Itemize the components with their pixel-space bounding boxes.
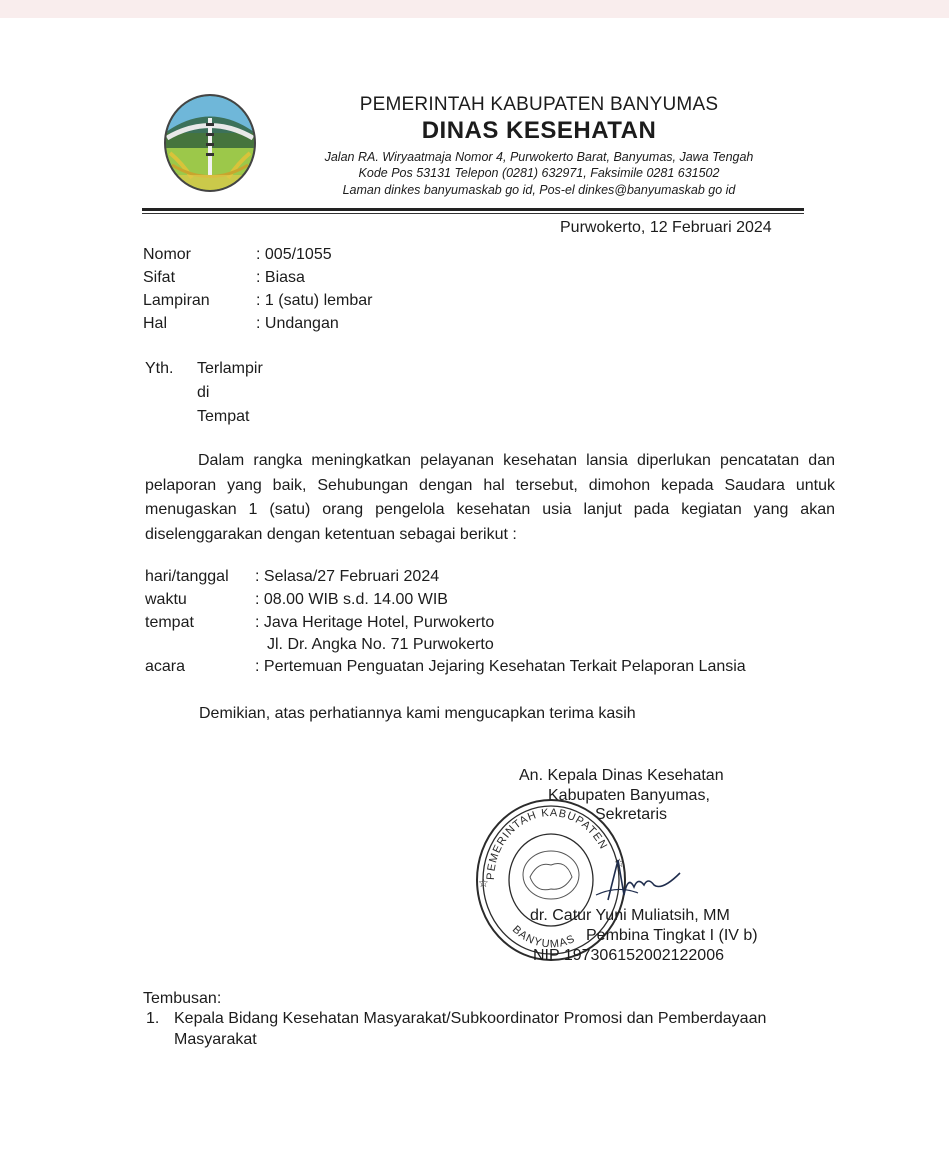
signatory-nip: NIP 197306152002122006 — [533, 947, 724, 964]
detail-value-day: : Selasa/27 Februari 2024 — [255, 568, 440, 585]
meta-value-hal: : Undangan — [256, 315, 339, 332]
meta-label-sifat: Sifat — [143, 269, 176, 286]
office-title: DINAS KESEHATAN — [421, 117, 657, 144]
signatory-name: dr. Catur Yuni Muliatsih, MM — [530, 907, 730, 924]
detail-value-event: : Pertemuan Penguatan Jejaring Kesehatan Terkait Pelaporan Lansia — [255, 658, 746, 675]
closing-text: Demikian, atas perhatiannya kami mengucapkan terima kasih — [199, 705, 636, 722]
detail-label-time: waktu — [145, 591, 187, 608]
office-web: Laman dinkes banyumaskab go id, Pos-el dinkes@banyumaskab go id — [342, 183, 736, 197]
stamp-bottom-text: BANYUMAS — [509, 923, 578, 951]
signatory-rank: Pembina Tingkat I (IV b) — [586, 927, 758, 944]
detail-value-time: : 08.00 WIB s.d. 14.00 WIB — [255, 591, 448, 608]
tembusan-item-number: 1. — [146, 1010, 160, 1027]
svg-text:☆: ☆ — [478, 876, 489, 890]
meta-label-nomor: Nomor — [143, 246, 192, 263]
meta-value-lampiran: : 1 (satu) lembar — [256, 292, 373, 309]
meta-label-hal: Hal — [143, 315, 168, 332]
handwritten-signature-icon — [588, 855, 688, 905]
tembusan-item-line1: Kepala Bidang Kesehatan Masyarakat/Subkoordinator Promosi dan Pemberdayaan — [174, 1010, 767, 1027]
header-divider-thick — [142, 208, 804, 211]
tembusan-item-line2: Masyarakat — [174, 1031, 257, 1048]
recipient-line2: di — [197, 384, 210, 401]
meta-value-sifat: : Biasa — [256, 269, 305, 286]
recipient-line1: Terlampir — [197, 360, 263, 377]
detail-value-place: : Java Heritage Hotel, Purwokerto — [255, 614, 495, 631]
signature-line2: Kabupaten Banyumas, — [548, 787, 710, 804]
government-title: PEMERINTAH KABUPATEN BANYUMAS — [359, 94, 719, 115]
signature-line1: An. Kepala Dinas Kesehatan — [519, 767, 724, 784]
top-strip — [0, 0, 949, 18]
detail-value-address: Jl. Dr. Angka No. 71 Purwokerto — [267, 636, 494, 653]
signature-line3: Sekretaris — [595, 806, 668, 823]
regency-logo-icon — [162, 93, 258, 193]
meta-value-nomor: : 005/1055 — [256, 246, 332, 263]
stamp-top-text: PEMERINTAH KABUPATEN — [484, 806, 610, 881]
svg-text:☆: ☆ — [614, 856, 625, 870]
detail-label-day: hari/tanggal — [145, 568, 229, 585]
recipient-line3: Tempat — [197, 408, 250, 425]
body-paragraph-text: Dalam rangka meningkatkan pelayanan kesehatan lansia diperlukan pencatatan dan pelaporan yang baik, Sehubungan dengan hal tersebut, dimohon kepada Saudara untuk menugaskan 1 (satu) orang pengelola kesehatan usia lanjut pada kegiatan yang akan diselenggarakan dengan ketentuan sebagai berikut : — [145, 452, 835, 543]
tembusan-title: Tembusan: — [143, 990, 222, 1007]
office-address: Jalan RA. Wiryaatmaja Nomor 4, Purwokerto Barat, Banyumas, Jawa Tengah — [324, 150, 754, 164]
recipient-salutation: Yth. — [145, 360, 174, 377]
meta-label-lampiran: Lampiran — [143, 292, 210, 309]
office-contact: Kode Pos 53131 Telepon (0281) 632971, Faksimile 0281 631502 — [358, 166, 720, 180]
detail-label-place: tempat — [145, 614, 194, 631]
header-divider-thin — [142, 213, 804, 214]
body-paragraph — [145, 449, 835, 547]
detail-label-event: acara — [145, 658, 186, 675]
place-date: Purwokerto, 12 Februari 2024 — [560, 219, 772, 236]
